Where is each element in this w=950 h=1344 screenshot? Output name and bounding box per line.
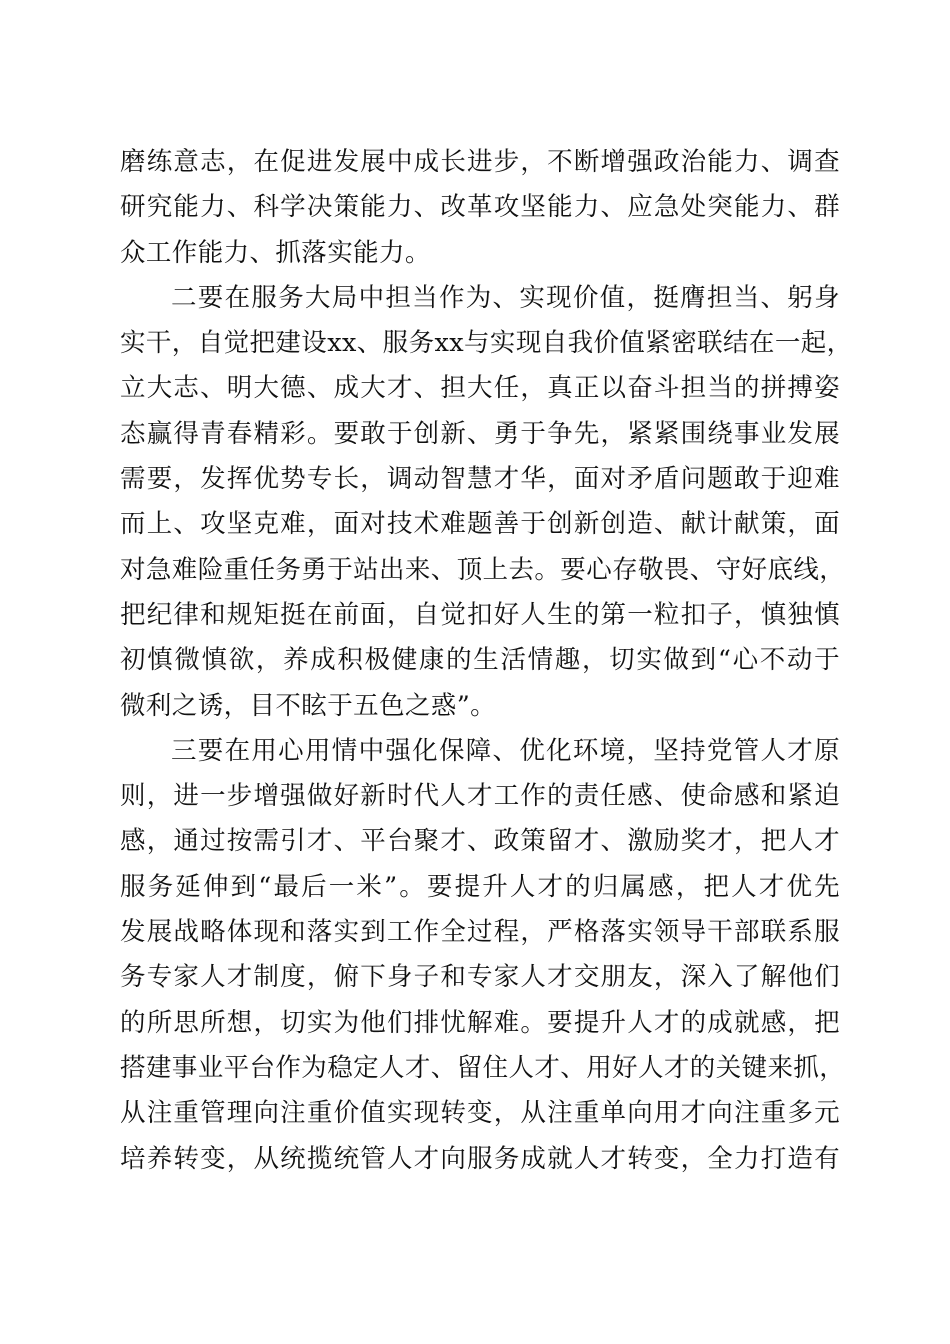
paragraph-2 <box>120 276 853 729</box>
text-line: 感，通过按需引才、平台聚才、政策留才、激励奖才，把人才 <box>120 826 840 857</box>
text-line: 三要在用心用情中强化保障、优化环境，坚持党管人才原 <box>171 735 840 766</box>
paragraph-1 <box>120 140 840 276</box>
text-line: 培养转变，从统揽统管人才向服务成就人才转变，全力打造有 <box>120 1143 840 1174</box>
text-line: 研究能力、科学决策能力、改革攻坚能力、应急处突能力、群 <box>120 192 840 223</box>
text-line: 对急难险重任务勇于站出来、顶上去。要心存敬畏、守好底线， <box>120 554 846 585</box>
text-line: 发展战略体现和落实到工作全过程，严格落实领导干部联系服 <box>120 917 840 948</box>
text-line: 微利之诱，目不眩于五色之惑”。 <box>120 690 497 721</box>
text-line: 则，进一步增强做好新时代人才工作的责任感、使命感和紧迫 <box>120 781 840 812</box>
text-line: 实干，自觉把建设xx、服务xx与实现自我价值紧密联结在一起， <box>120 328 853 359</box>
text-line: 初慎微慎欲，养成积极健康的生活情趣，切实做到“心不动于 <box>120 645 840 676</box>
text-line: 的所思所想，切实为他们排忧解难。要提升人才的成就感，把 <box>120 1007 840 1038</box>
text-line: 服务延伸到“最后一米”。要提升人才的归属感，把人才优先 <box>120 871 840 902</box>
document-body <box>120 140 853 1182</box>
text-line: 立大志、明大德、成大才、担大任，真正以奋斗担当的拼搏姿 <box>120 373 840 404</box>
text-line: 磨练意志，在促进发展中成长进步，不断增强政治能力、调查 <box>120 147 840 177</box>
text-line: 把纪律和规矩挺在前面，自觉扣好人生的第一粒扣子，慎独慎 <box>120 599 840 630</box>
text-line: 搭建事业平台作为稳定人才、留住人才、用好人才的关键来抓， <box>120 1052 846 1083</box>
paragraph-3 <box>120 729 846 1182</box>
text-line: 态赢得青春精彩。要敢于创新、勇于争先，紧紧围绕事业发展 <box>120 418 840 449</box>
text-line: 务专家人才制度，俯下身子和专家人才交朋友，深入了解他们 <box>120 962 840 993</box>
text-line: 而上、攻坚克难，面对技术难题善于创新创造、献计献策，面 <box>120 509 840 540</box>
text-line: 需要，发挥优势专长，调动智慧才华，面对矛盾问题敢于迎难 <box>120 464 840 495</box>
text-line: 二要在服务大局中担当作为、实现价值，挺膺担当、躬身 <box>171 282 840 313</box>
text-line: 从注重管理向注重价值实现转变，从注重单向用才向注重多元 <box>120 1098 840 1129</box>
text-line: 众工作能力、抓落实能力。 <box>120 237 431 268</box>
